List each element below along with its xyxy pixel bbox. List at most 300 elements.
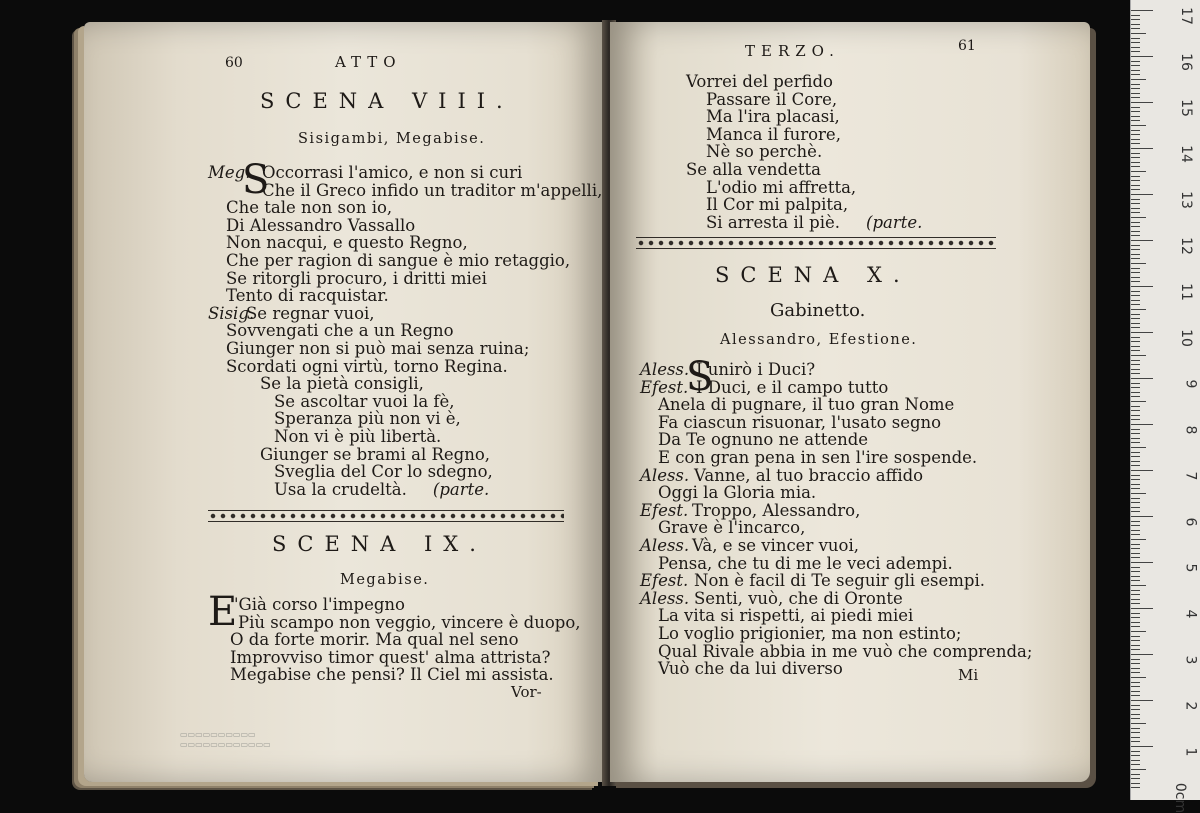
ruler-tick (1131, 502, 1140, 503)
ruler-tick (1131, 741, 1140, 742)
ruler-tick (1131, 718, 1140, 719)
ruler-tick (1131, 783, 1140, 784)
ruler-tick (1131, 249, 1140, 250)
ruler-label: 10 (1178, 329, 1195, 347)
verse-text: Vanne, al tuo braccio affido (694, 465, 924, 485)
ruler-tick (1131, 507, 1140, 508)
speaker-name: Aless. (640, 536, 690, 555)
ruler-tick (1131, 74, 1140, 75)
ruler-tick (1131, 493, 1146, 494)
verse-text: Pensa, che tu di me le veci adempi. (658, 553, 953, 573)
ruler-tick (1131, 516, 1153, 517)
ruler-label: 14 (1178, 145, 1195, 163)
ruler-tick (1131, 153, 1140, 154)
verse-line (226, 287, 389, 305)
verse-text: Anela di pugnare, il tuo gran Nome (658, 395, 955, 415)
verse-text: Ma l'ira placasi, (706, 107, 840, 127)
scene-title: SCENA VIII. (260, 89, 514, 113)
speaker-name: Efest. (640, 500, 689, 520)
ruler-tick (1131, 470, 1153, 471)
verse-line (226, 270, 487, 288)
verse-line (238, 614, 581, 632)
ruler-tick (1131, 732, 1140, 733)
ruler-tick (1131, 580, 1140, 581)
ruler-tick (1131, 562, 1153, 563)
verse-text: Megabise che pensi? Il Ciel mi assista. (230, 665, 554, 685)
scene-characters: Sisigambi, Megabise. (298, 131, 486, 147)
verse-line (226, 217, 415, 235)
running-head: TERZO. (745, 42, 840, 60)
ruler-tick (1131, 217, 1146, 218)
verse-line (226, 199, 392, 217)
verse-line (226, 340, 529, 358)
ornamental-divider (208, 510, 564, 522)
ruler-tick (1131, 760, 1140, 761)
ruler-tick (1131, 668, 1140, 669)
scene-title-2: SCENA IX. (272, 532, 487, 556)
ruler-label: 6 (1182, 517, 1199, 527)
verse-line (706, 179, 856, 197)
verse-text: Che il Greco infido un traditor m'appelli, (262, 180, 603, 200)
verse-text: Qual Rivale abbia in me vuò che comprenda; (658, 641, 1033, 661)
verse-text: Giunger se brami al Regno, (260, 444, 491, 464)
verse-line (226, 322, 454, 340)
ruler-tick (1131, 663, 1140, 664)
ruler-tick (1131, 456, 1140, 457)
ruler-tick (1131, 318, 1140, 319)
verse-line (706, 143, 822, 161)
ruler-tick (1131, 295, 1140, 296)
verse-text: Senti, vuò, che di Oronte (694, 588, 903, 608)
verse-text: Se regnar vuoi, (246, 303, 375, 323)
verse-text: Che tale non son io, (226, 198, 393, 218)
ruler-tick (1131, 534, 1140, 535)
ruler-tick (1131, 465, 1140, 466)
verse-text: Tento di racquistar. (226, 286, 389, 306)
verse-line (274, 463, 493, 481)
ruler-label: 9 (1182, 379, 1199, 389)
ruler-tick (1131, 337, 1140, 338)
ruler-tick (1131, 626, 1140, 627)
verse-line (230, 666, 554, 684)
ruler-tick (1131, 751, 1140, 752)
ruler-tick (1131, 245, 1140, 246)
ruler-tick (1131, 383, 1140, 384)
ruler-tick (1131, 208, 1140, 209)
ruler-tick (1131, 585, 1146, 586)
speaker-name: Efest. (640, 377, 689, 397)
ruler-tick (1131, 19, 1140, 20)
verse-text: Non nacqui, e questo Regno, (226, 233, 468, 253)
ruler-tick (1131, 102, 1153, 103)
speaker-name: Efest. (640, 571, 689, 591)
ruler-tick (1131, 654, 1153, 655)
ruler-label: 0cm (1171, 782, 1188, 813)
drop-cap: S (242, 157, 270, 203)
ruler-tick (1131, 93, 1140, 94)
catchword: Vor- (511, 683, 542, 701)
verse-line (640, 588, 903, 608)
verse-line (658, 431, 868, 449)
verse-line (658, 519, 805, 537)
ruler-tick (1131, 231, 1140, 232)
ruler-tick (1131, 475, 1140, 476)
verse-text: Se la pietà consigli, (260, 374, 424, 394)
verse-line (208, 303, 375, 323)
verse-line (658, 484, 816, 502)
ruler-tick (1131, 226, 1140, 227)
ruler-tick (1131, 88, 1140, 89)
verse-line (658, 660, 843, 678)
ruler-tick (1131, 488, 1140, 489)
ruler-tick (1131, 525, 1140, 526)
verse-text: O da forte morir. Ma qual nel seno (230, 630, 519, 650)
ruler-tick (1131, 447, 1146, 448)
verse-text: Passare il Core, (706, 89, 838, 109)
ruler-tick (1131, 774, 1140, 775)
ruler-tick (1131, 111, 1140, 112)
verse-text: Sovvengati che a un Regno (226, 321, 454, 341)
ruler-tick (1131, 222, 1140, 223)
verse-text: Non vi è più libertà. (274, 427, 442, 446)
ruler-tick (1131, 672, 1140, 673)
scene-title: SCENA X. (715, 263, 911, 287)
ruler-tick (1131, 33, 1146, 34)
speaker-name: Aless. (640, 588, 690, 608)
ruler-tick (1131, 755, 1140, 756)
verse-line (658, 414, 941, 432)
ruler-label: 4 (1182, 609, 1199, 619)
ruler-tick (1131, 645, 1140, 646)
ruler-tick (1131, 148, 1153, 149)
ruler-tick (1131, 281, 1140, 282)
verse-text: La vita si rispetti, ai piedi miei (658, 606, 914, 626)
ruler-tick (1131, 594, 1140, 595)
verse-text: Se alla vendetta (686, 160, 821, 179)
verse-line (208, 589, 405, 635)
ruler-tick (1131, 401, 1146, 402)
ruler-tick (1131, 10, 1153, 11)
speaker-name: Sisig. (208, 303, 255, 323)
verse-line (274, 481, 489, 499)
verse-text: Vuò che da lui diverso (658, 659, 843, 679)
verse-text: Giunger non si può mai senza ruina; (226, 339, 530, 358)
ornamental-divider (636, 237, 996, 249)
ruler-tick (1131, 429, 1140, 430)
ruler-tick (1131, 521, 1140, 522)
ruler-tick (1131, 396, 1140, 397)
ruler-tick (1131, 79, 1146, 80)
ruler-tick (1131, 28, 1140, 29)
verse-line (640, 500, 861, 520)
ruler-tick (1131, 130, 1140, 131)
verse-line (658, 607, 913, 625)
ruler-tick (1131, 617, 1140, 618)
verse-text: Occorrasi l'amico, e non si curi (262, 163, 523, 182)
verse-text: Improvviso timor quest' alma attrista? (230, 647, 551, 667)
ruler-tick (1131, 134, 1140, 135)
verse-line (260, 446, 490, 464)
ruler-tick (1131, 341, 1140, 342)
speaker-name: Aless. (640, 360, 690, 379)
verse-line (640, 377, 889, 397)
ruler-tick (1131, 709, 1140, 710)
verse-text: Usa la crudeltà. (274, 479, 407, 499)
ruler-tick (1131, 268, 1140, 269)
ruler-tick (1131, 56, 1153, 57)
verse-line (226, 234, 468, 252)
verse-line (230, 631, 519, 649)
ruler-tick (1131, 659, 1140, 660)
ruler-tick (1131, 406, 1140, 407)
verse-line (706, 196, 848, 214)
ruler-tick (1131, 691, 1140, 692)
ruler-tick (1131, 350, 1140, 351)
ruler-tick (1131, 254, 1140, 255)
verse-text: Non è facil di Te seguir gli esempi. (694, 571, 985, 591)
ruler-tick (1131, 171, 1146, 172)
catchword: Mi (958, 666, 979, 684)
ruler-tick (1131, 608, 1153, 609)
ruler-tick (1131, 410, 1140, 411)
ruler-tick (1131, 235, 1140, 236)
ruler-tick (1131, 323, 1140, 324)
ruler-tick (1131, 304, 1140, 305)
ruler-tick (1131, 272, 1140, 273)
verse-text: Nè so perchè. (706, 142, 823, 162)
verse-text: Se ritorgli procuro, i dritti miei (226, 268, 487, 288)
verse-text: Grave è l'incarco, (658, 518, 806, 538)
ruler-tick (1131, 212, 1140, 213)
ruler-tick (1131, 97, 1140, 98)
verse-line (262, 182, 602, 200)
ruler-tick (1131, 120, 1140, 121)
running-head: ATTO (335, 53, 402, 71)
ruler-label: 5 (1182, 563, 1199, 573)
ruler-tick (1131, 286, 1153, 287)
library-stamp: ▭▭▭▭▭▭▭▭▭▭ ▭▭▭▭▭▭▭▭▭▭▭▭ (180, 730, 271, 749)
verse-text: Si arresta il piè. (706, 212, 841, 232)
ruler-tick (1131, 695, 1140, 696)
verse-text: Troppo, Alessandro, (692, 500, 861, 520)
ruler-tick (1131, 548, 1140, 549)
ruler-tick (1131, 438, 1140, 439)
ruler-tick (1131, 764, 1140, 765)
ruler-tick (1131, 327, 1140, 328)
ruler-tick (1131, 484, 1140, 485)
verse-text: E con gran pena in sen l'ire sospende. (658, 448, 978, 467)
verse-text: Che per ragion di sangue è mio retaggio, (226, 251, 571, 270)
ruler-tick (1131, 61, 1140, 62)
ruler-tick (1131, 263, 1146, 264)
ruler-tick (1131, 378, 1153, 379)
ruler-tick (1131, 544, 1140, 545)
measurement-ruler (1130, 0, 1200, 813)
speaker-name: Meg. (208, 163, 251, 182)
ruler-tick (1131, 162, 1140, 163)
ruler-tick (1131, 682, 1140, 683)
ruler-tick (1131, 433, 1140, 434)
ruler-label: 15 (1178, 99, 1195, 117)
ruler-tick (1131, 677, 1146, 678)
ruler-tick (1131, 737, 1140, 738)
drop-cap: E (208, 589, 238, 635)
ruler-tick (1131, 38, 1140, 39)
ruler-label: 16 (1178, 53, 1195, 71)
ruler-tick (1131, 199, 1140, 200)
verse-text: I unirò i Duci? (696, 360, 816, 379)
verse-line (706, 214, 922, 232)
ruler-tick (1131, 258, 1140, 259)
ruler-tick (1131, 139, 1140, 140)
verse-line (640, 536, 859, 555)
ruler-tick (1131, 590, 1140, 591)
ruler-tick (1131, 479, 1140, 480)
verse-line (260, 375, 424, 393)
ruler-tick (1131, 392, 1140, 393)
ruler-tick (1131, 686, 1140, 687)
ruler-tick (1131, 787, 1140, 788)
ruler-tick (1131, 346, 1140, 347)
verse-line (686, 161, 821, 179)
ruler-tick (1131, 700, 1153, 701)
verse-text: L'odio mi affretta, (706, 177, 857, 197)
ruler-tick (1131, 355, 1146, 356)
ruler-tick (1131, 622, 1140, 623)
ruler-label: 17 (1178, 7, 1195, 25)
ruler-tick (1131, 24, 1140, 25)
verse-text: Sveglia del Cor lo sdegno, (274, 462, 493, 482)
drop-cap: S (686, 354, 714, 400)
ruler-tick (1131, 42, 1140, 43)
verse-text: Oggi la Gloria mia. (658, 483, 817, 503)
ruler-tick (1131, 369, 1140, 370)
verse-line (230, 649, 550, 667)
ruler-tick (1131, 539, 1146, 540)
ruler-tick (1131, 185, 1140, 186)
ruler-tick (1131, 728, 1140, 729)
scene-setting: Gabinetto. (770, 300, 866, 321)
ruler-tick (1131, 157, 1140, 158)
ruler-tick (1131, 778, 1140, 779)
verse-text: Speranza più non vi è, (274, 409, 461, 429)
ruler-label: 11 (1178, 283, 1195, 301)
ruler-tick (1131, 613, 1140, 614)
page-number: 61 (958, 38, 976, 54)
verse-line (274, 410, 461, 428)
ruler-tick (1131, 419, 1140, 420)
ruler-tick (1131, 277, 1140, 278)
ruler-tick (1131, 125, 1146, 126)
ruler-label: 3 (1182, 655, 1199, 665)
ruler-tick (1131, 107, 1140, 108)
ruler-tick (1131, 567, 1140, 568)
verse-text: Lo voglio prigionier, ma non estinto; (658, 624, 962, 643)
ruler-tick (1131, 571, 1140, 572)
ruler-tick (1131, 314, 1140, 315)
verse-line (226, 252, 570, 270)
verse-line (686, 73, 833, 91)
verse-line (274, 393, 455, 411)
ruler-tick (1131, 240, 1153, 241)
ruler-tick (1131, 452, 1140, 453)
ruler-tick (1131, 769, 1146, 770)
verse-text: Vorrei del perfido (686, 72, 833, 91)
ruler-tick (1131, 364, 1140, 365)
ruler-tick (1131, 332, 1153, 333)
verse-line (706, 126, 841, 144)
scene-characters-2: Megabise. (340, 572, 430, 588)
verse-line (658, 625, 961, 643)
scene-characters: Alessandro, Efestione. (720, 332, 918, 348)
ruler-tick (1131, 746, 1153, 747)
verse-text: Di Alessandro Vassallo (226, 215, 416, 235)
ruler-tick (1131, 84, 1140, 85)
verse-text: I Duci, e il campo tutto (696, 377, 889, 397)
ruler-tick (1131, 51, 1140, 52)
ruler-tick (1131, 291, 1140, 292)
verse-text: Il Cor mi palpita, (706, 195, 849, 215)
verse-line (706, 108, 840, 126)
ruler-tick (1131, 530, 1140, 531)
ruler-tick (1131, 65, 1140, 66)
verse-text: Da Te ognuno ne attende (658, 430, 869, 450)
ruler-label: 1 (1182, 747, 1199, 757)
verse-line (706, 91, 837, 109)
page-number: 60 (225, 55, 243, 71)
ruler-tick (1131, 15, 1140, 16)
ruler-tick (1131, 603, 1140, 604)
verse-text: Scordati ogni virtù, torno Regina. (226, 356, 508, 376)
ruler-tick (1131, 360, 1140, 361)
ruler-tick (1131, 553, 1140, 554)
verse-line (658, 643, 1032, 661)
ruler-tick (1131, 387, 1140, 388)
ruler-tick (1131, 70, 1140, 71)
verse-line (658, 449, 977, 467)
ruler-label: 13 (1178, 191, 1195, 209)
verse-line (658, 396, 954, 414)
ruler-tick (1131, 166, 1140, 167)
ruler-tick (1131, 649, 1140, 650)
ruler-tick (1131, 194, 1153, 195)
ruler-tick (1131, 461, 1140, 462)
verse-text: Fa ciascun risuonar, l'usato segno (658, 412, 942, 432)
ruler-tick (1131, 203, 1140, 204)
ruler-tick (1131, 373, 1140, 374)
ruler-tick (1131, 116, 1140, 117)
ruler-label: 8 (1182, 425, 1199, 435)
ruler-tick (1131, 640, 1140, 641)
ruler-tick (1131, 498, 1140, 499)
ruler-tick (1131, 143, 1140, 144)
verse-text: Và, e se vincer vuoi, (692, 536, 859, 555)
verse-text: Più scampo non veggio, vincere è duopo, (238, 612, 581, 632)
ruler-tick (1131, 309, 1146, 310)
ruler-tick (1131, 599, 1140, 600)
verse-text: Manca il furore, (706, 124, 841, 144)
ruler-tick (1131, 723, 1146, 724)
stage-direction: (parte. (866, 212, 923, 232)
ruler-label: 12 (1178, 237, 1195, 255)
ruler-label: 7 (1182, 471, 1199, 481)
ruler-tick (1131, 180, 1140, 181)
speaker-name: Aless. (640, 465, 690, 485)
verse-line (274, 428, 441, 446)
ruler-tick (1131, 714, 1140, 715)
ruler-tick (1131, 415, 1140, 416)
ruler-tick (1131, 557, 1140, 558)
